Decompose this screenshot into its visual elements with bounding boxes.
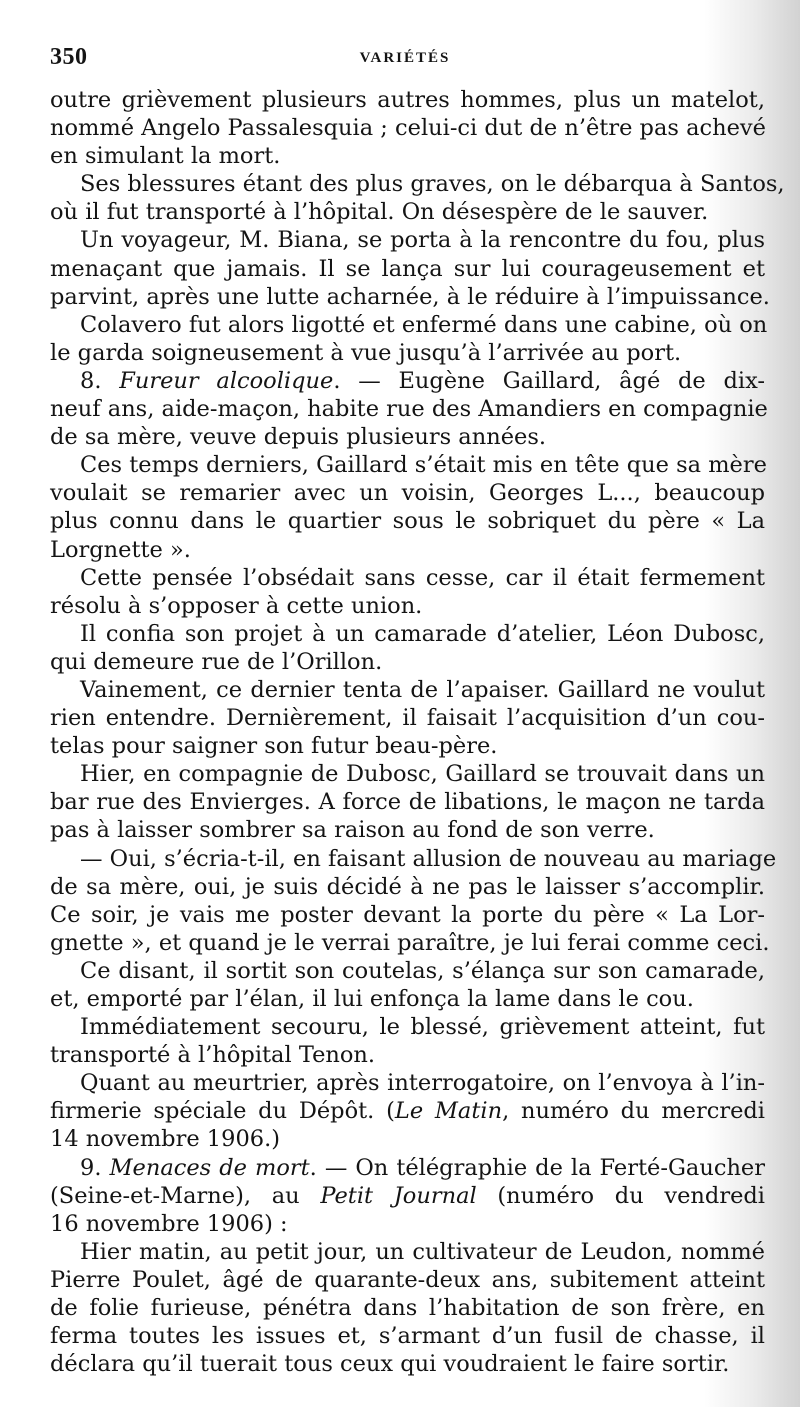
text-line [50,1182,765,1210]
text-line [50,170,785,198]
text-line [50,901,765,929]
text-line-content: 9. Menaces de mort. — On télégraphie de la Ferté-Gaucher [80,1154,766,1181]
text-line-content: plus connu dans le quartier sous le sobriquet du père « La [50,508,765,535]
text-line [50,198,765,226]
text-line-content: de sa mère, veuve depuis plusieurs années. [50,424,547,451]
text-line-content: telas pour saigner son futur beau-père. [50,733,498,760]
text-line-content: nommé Angelo Passalesquia ; celui-ci dut de n’être pas achevé [50,115,766,142]
text-line [50,423,765,451]
text-line [50,1266,765,1294]
text-line-content: pas à laisser sombrer sa raison au fond de son verre. [50,817,655,844]
text-line-content: Hier matin, au petit jour, un cultivateur de Leudon, nommé [80,1238,765,1265]
text-line [50,283,770,311]
text-line [50,873,765,901]
text-line-content: où il fut transporté à l’hôpital. On désespère de le sauver. [50,199,709,226]
text-line [50,1294,765,1322]
text-line [50,845,777,873]
text-line [50,479,765,507]
text-line-content: 14 novembre 1906.) [50,1126,280,1153]
text-line-content: de folie furieuse, pénétra dans l’habitation de son frère, en [50,1295,765,1322]
text-line-content: voulait se remarier avec un voisin, Georges L..., beaucoup [50,480,765,507]
text-line-content: transporté à l’hôpital Tenon. [50,1042,376,1069]
text-line [50,648,765,676]
text-line-content: résolu à s’opposer à cette union. [50,592,423,619]
text-line-content: Vainement, ce dernier tenta de l’apaiser. Gaillard ne voulut [80,676,765,703]
text-line [50,1210,765,1238]
text-line-content: Lorgnette ». [50,536,191,563]
text-line-content: gnette », et quand je le verrai paraître, je lui ferai comme ceci. [50,929,770,956]
text-line [50,929,770,957]
text-line [50,620,765,648]
text-line [50,451,765,479]
text-line-content: parvint, après une lutte acharnée, à le réduire à l’impuissance. [50,283,770,310]
text-line [50,985,765,1013]
body-text [50,86,785,1378]
text-line-content: 8. Fureur alcoolique. — Eugène Gaillard, âgé de dix- [80,367,766,394]
text-line [50,1097,765,1125]
text-line-content: qui demeure rue de l’Orillon. [50,648,383,675]
text-line [50,339,765,367]
text-line-content: de sa mère, oui, je suis décidé à ne pas le laisser s’accomplir. [50,873,765,900]
text-line-content: Ces temps derniers, Gaillard s’était mis en tête que sa mère [80,452,767,479]
text-line [50,311,768,339]
text-line [50,1069,765,1097]
text-line-content: bar rue des Envierges. A force de libations, le maçon ne tarda [50,789,765,816]
page-header [50,44,760,78]
text-line [50,536,765,564]
text-line [50,1154,765,1182]
text-line-content: neuf ans, aide-maçon, habite rue des Amandiers en compagnie [50,396,768,423]
text-line [50,1322,765,1350]
text-line [50,1350,765,1378]
text-line-content: menaçant que jamais. Il se lança sur lui courageusement et [50,255,765,282]
text-line-content: Pierre Poulet, âgé de quarante-deux ans, subitement atteint [50,1266,765,1293]
text-line [50,1125,765,1153]
page-number: 350 [50,44,88,70]
text-line [50,592,765,620]
text-line [50,676,765,704]
text-line-content: Quant au meurtrier, après interrogatoire, on l’envoya à l’in- [80,1070,765,1097]
text-line-content: Un voyageur, M. Biana, se porta à la rencontre du fou, plus [80,227,765,254]
text-line [50,86,765,114]
text-line [50,1238,765,1266]
text-line-content: le garda soigneusement à vue jusqu’à l’arrivée au port. [50,339,682,366]
text-line-content: déclara qu’il tuerait tous ceux qui voudraient le faire sortir. [50,1351,730,1378]
text-line [50,732,765,760]
text-line [50,395,768,423]
text-line [50,1013,765,1041]
text-line [50,507,765,535]
text-line [50,760,765,788]
text-line [50,788,765,816]
text-line-content: Hier, en compagnie de Dubosc, Gaillard se trouvait dans un [80,761,765,788]
text-line-content: Ce disant, il sortit son coutelas, s’élança sur son camarade, [80,957,765,984]
text-line-content: Immédiatement secouru, le blessé, grièvement atteint, fut [80,1014,765,1041]
running-head: VARIÉTÉS [359,50,451,66]
text-line [50,704,765,732]
text-line-content: Cette pensée l’obsédait sans cesse, car il était fermement [80,564,765,591]
text-line-content: 16 novembre 1906) : [50,1210,288,1237]
text-line-content: Il confia son projet à un camarade d’atelier, Léon Dubosc, [80,620,765,647]
text-line-content: ferma toutes les issues et, s’armant d’un fusil de chasse, il [50,1323,765,1350]
text-line-content: rien entendre. Dernièrement, il faisait l’acquisition d’un cou- [50,705,765,732]
text-line [50,142,765,170]
text-line [50,1041,765,1069]
text-line [50,367,765,395]
text-line-content: outre grièvement plusieurs autres hommes, plus un matelot, [50,87,765,113]
text-line-content: firmerie spéciale du Dépôt. (Le Matin, numéro du mercredi [50,1098,766,1125]
text-line [50,255,765,283]
text-line-content: (Seine-et-Marne), au Petit Journal (numéro du vendredi [50,1182,765,1209]
text-line [50,564,765,592]
text-line-content: Ce soir, je vais me poster devant la porte du père « La Lor- [50,901,765,928]
text-line-content: en simulant la mort. [50,143,281,170]
text-line [50,957,765,985]
text-line-content: — Oui, s’écria-t-il, en faisant allusion de nouveau au mariage [80,845,777,872]
text-line [50,114,765,142]
text-line [50,816,765,844]
text-line-content: Ses blessures étant des plus graves, on le débarqua à Santos, [80,171,785,198]
text-line-content: et, emporté par l’élan, il lui enfonça la lame dans le cou. [50,986,694,1012]
text-line [50,226,765,254]
text-line-content: Colavero fut alors ligotté et enfermé dans une cabine, où on [80,311,768,338]
